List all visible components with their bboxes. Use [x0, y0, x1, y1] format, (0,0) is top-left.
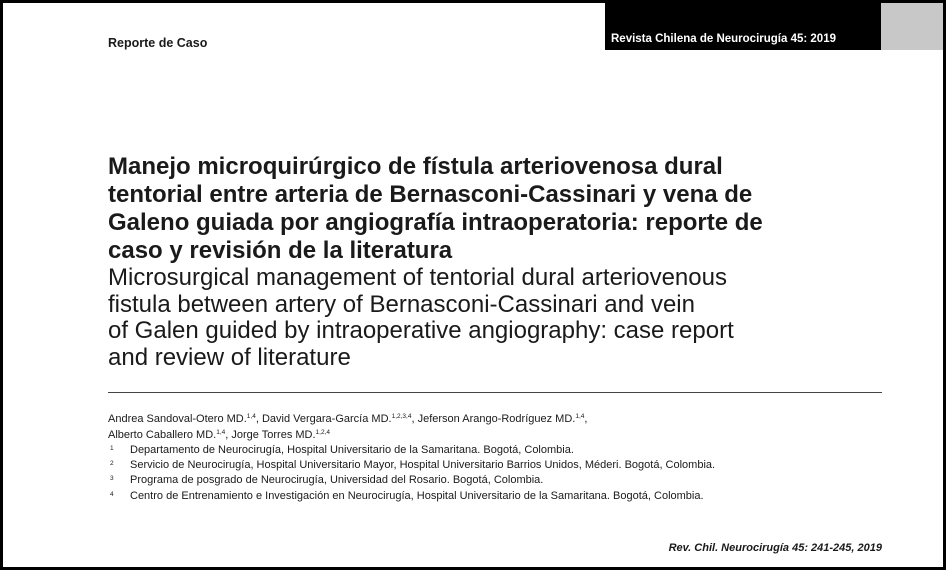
- affiliation-number: 4: [110, 490, 114, 498]
- citation-footer: Rev. Chil. Neurocirugía 45: 241-245, 2019: [668, 542, 882, 554]
- author-separator: ,: [255, 413, 262, 425]
- title-en-line: fistula between artery of Bernasconi-Cassinari and vein: [108, 290, 695, 318]
- author-line: [108, 411, 587, 427]
- author-name: Jorge Torres MD.: [231, 429, 316, 441]
- title-es-line: Manejo microquirúrgico de fístula arteriovenosa dural: [108, 153, 723, 180]
- author-line: [108, 427, 587, 443]
- title-es-line: Galeno guiada por angiografía intraoperatoria: reporte de: [108, 209, 763, 236]
- author-name: Jeferson Arango-Rodríguez MD.: [417, 413, 576, 425]
- title-divider: [108, 392, 882, 393]
- affiliation-number: 1: [110, 445, 114, 452]
- author-separator: ,: [411, 413, 418, 425]
- title-english: [108, 265, 898, 371]
- title-en-line: of Galen guided by intraoperative angiography: case report: [108, 317, 734, 344]
- journal-header-accent: [881, 3, 943, 50]
- author-separator: ,: [584, 413, 588, 425]
- title-es-line: tentorial entre arteria de Bernasconi-Cassinari y vena de: [108, 181, 753, 208]
- author-list: [108, 411, 587, 443]
- title-en-line: Microsurgical management of tentorial dural arteriovenous: [108, 264, 727, 291]
- title-en-line: and review of literature: [108, 343, 351, 371]
- author-name: David Vergara-García MD.: [261, 413, 392, 425]
- author-affiliation-marks: 1,4: [216, 429, 226, 436]
- author-affiliation-marks: 1,4: [575, 413, 585, 420]
- journal-header-bar: [605, 3, 881, 50]
- affiliation-number: 3: [110, 475, 114, 483]
- affiliation-text: Servicio de Neurocirugía, Hospital Universitario Mayor, Hospital Universitario Barrios Unidos, Méderi. Bogotá, Colombia.: [130, 459, 716, 472]
- author-affiliation-marks: 1,4: [246, 413, 256, 420]
- title-es-line: caso y revisión de la literatura: [108, 237, 453, 264]
- affiliation-text: Programa de posgrado de Neurocirugía, Universidad del Rosario. Bogotá, Colombia.: [130, 474, 544, 487]
- section-label: Reporte de Caso: [108, 36, 208, 50]
- author-name: Andrea Sandoval-Otero MD.: [108, 413, 247, 425]
- journal-header-text: Revista Chilena de Neurocirugía 45: 2019: [611, 33, 836, 45]
- affiliation-text: Centro de Entrenamiento e Investigación en Neurocirugía, Hospital Universitario de la Samaritana. Bogotá, Colombia.: [130, 489, 704, 502]
- author-separator: ,: [225, 429, 232, 441]
- affiliation-number: 2: [110, 460, 114, 468]
- title-spanish: [108, 153, 898, 265]
- affiliation-text: Departamento de Neurocirugía, Hospital Universitario de la Samaritana. Bogotá, Colombia.: [130, 444, 574, 456]
- author-affiliation-marks: 1,2,4: [315, 429, 331, 436]
- author-affiliation-marks: 1,2,3,4: [391, 413, 412, 420]
- author-name: Alberto Caballero MD.: [108, 429, 217, 441]
